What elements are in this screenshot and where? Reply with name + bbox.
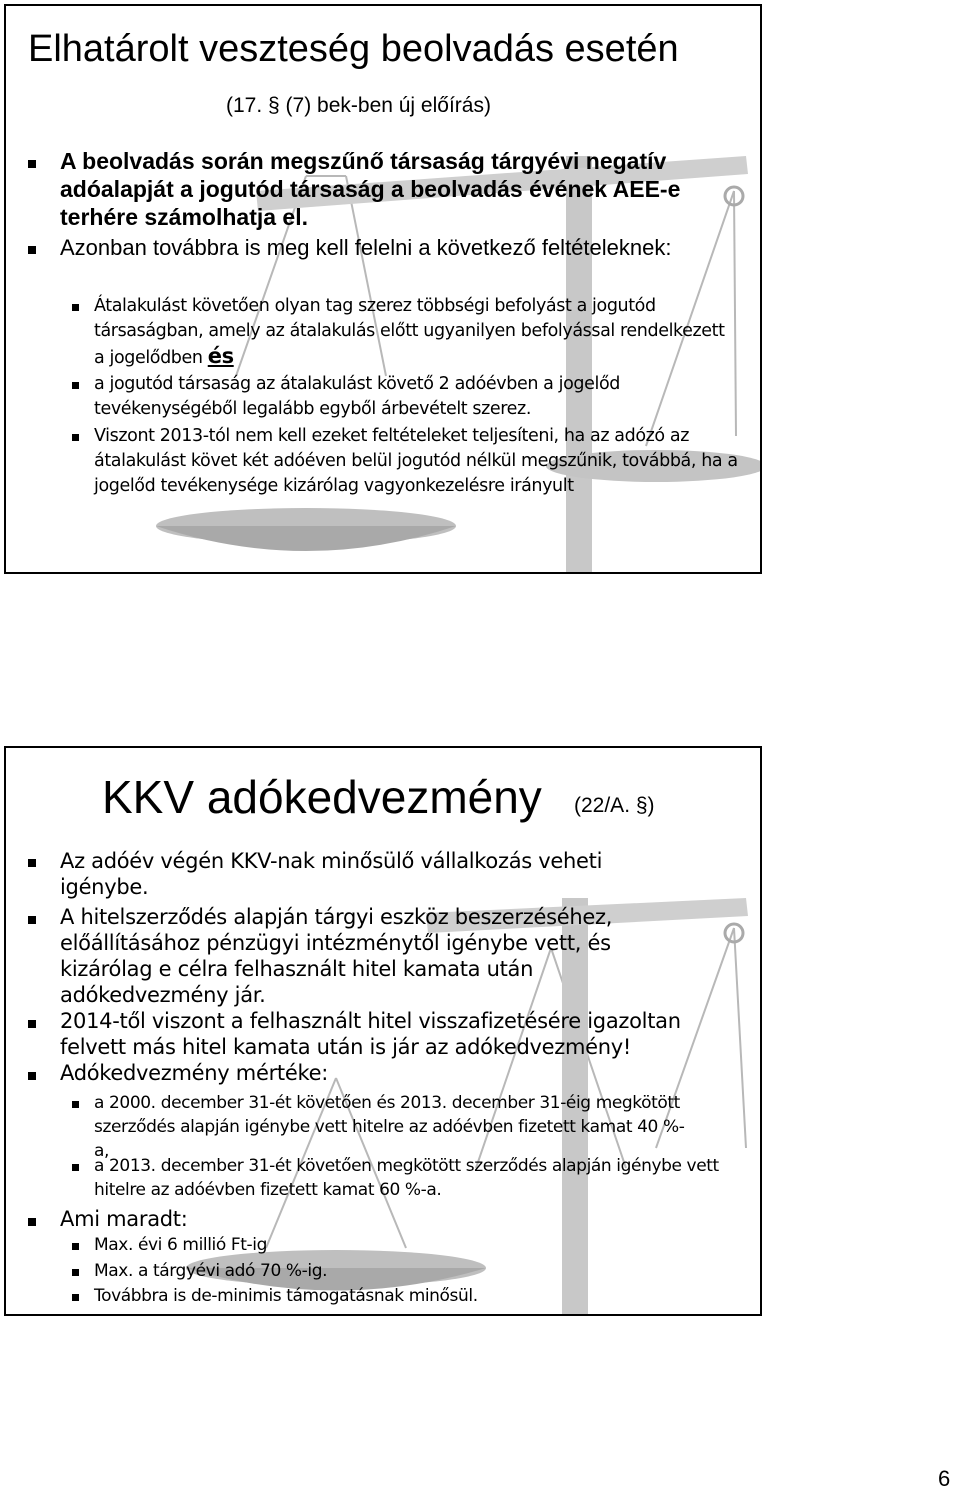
emphasis-es: és xyxy=(207,344,234,368)
bullet-text: Azonban továbbra is meg kell felelni a következő feltételeknek: xyxy=(60,235,672,260)
slide-title-reference: (22/A. §) xyxy=(574,794,655,817)
sub-bullet-icon xyxy=(72,1101,79,1108)
sub-bullet-text: Max. évi 6 millió Ft-ig xyxy=(94,1235,267,1255)
bullet-icon xyxy=(28,1218,36,1226)
page-number: 6 xyxy=(938,1466,951,1491)
slide-subtitle: (17. § (7) bek-ben új előírás) xyxy=(226,94,491,117)
sub-bullet-text-main: Átalakulást követően olyan tag szerez többségi befolyást a jogutód társaságban, amely az átalakulás előtt ugyanilyen befolyással rendelkezett a jogelődben xyxy=(94,296,725,368)
sub-bullet-icon xyxy=(72,434,79,441)
sub-bullet-icon xyxy=(72,1294,79,1301)
bullet-icon xyxy=(28,1020,36,1028)
sub-bullet-icon xyxy=(72,1243,79,1250)
slide-title: Elhatárolt veszteség beolvadás esetén xyxy=(28,28,679,70)
sub-bullet-text: Max. a tárgyévi adó 70 %-ig. xyxy=(94,1261,328,1281)
sub-bullet-text: Viszont 2013-tól nem kell ezeket feltételeket teljesíteni, ha az adózó az átalakulást követ két adóéven belül jogutód nélkül megszűnik, továbbá, ha a jogelőd tevékenysége kizárólag vagyonkezelésre irányult xyxy=(94,426,738,496)
slide-title: KKV adókedvezmény xyxy=(102,771,542,823)
bullet-text: A beolvadás során megszűnő társaság tárgyévi negatív adóalapját a jogutód társaság a beolvadás évének AEE-e terhére számolhatja el. xyxy=(60,148,681,230)
sub-bullet-text: Továbbra is de-minimis támogatásnak minősül. xyxy=(94,1286,478,1306)
bullet-icon xyxy=(28,1072,36,1080)
sub-bullet-icon xyxy=(72,1269,79,1276)
sub-bullet-icon xyxy=(72,1164,79,1171)
bullet-text: 2014-től viszont a felhasznált hitel visszafizetésére igazoltan felvett más hitel kamata után is jár az adókedvezmény! xyxy=(60,1009,681,1059)
sub-bullet-text: a 2013. december 31-ét követően megkötött szerződés alapján igénybe vett hitelre az adóévben fizetett kamat 60 %-a. xyxy=(94,1156,719,1200)
bullet-text: Ami maradt: xyxy=(60,1207,188,1231)
sub-bullet-icon xyxy=(72,382,79,389)
bullet-icon xyxy=(28,916,36,924)
bullet-text: Az adóév végén KKV-nak minősülő vállalkozás veheti igénybe. xyxy=(60,849,603,899)
bullet-text: A hitelszerződés alapján tárgyi eszköz beszerzéséhez, előállításához pénzügyi intézménytől igénybe vett, és kizárólag e célra felhasznált hitel kamata után adókedvezmény jár. xyxy=(60,905,613,1007)
sub-bullet-icon xyxy=(72,304,79,311)
bullet-icon xyxy=(28,859,36,867)
bullet-icon xyxy=(28,246,36,254)
slide-elhatarolt-veszteseg xyxy=(4,4,762,574)
sub-bullet-text: a jogutód társaság az átalakulást követő 2 adóévben a jogelőd tevékenységéből legalább egyből árbevételt szerez. xyxy=(94,374,620,419)
bullet-icon xyxy=(28,160,36,168)
sub-bullet-text: a 2000. december 31-ét követően és 2013. december 31-éig megkötött szerződés alapján igénybe vett hitelre az adóévben fizetett kamat 40 %-a, xyxy=(94,1093,685,1161)
sub-bullet-text xyxy=(94,294,734,371)
bullet-text: Adókedvezmény mértéke: xyxy=(60,1061,328,1085)
slide-kkv-adokedvezmeny xyxy=(4,746,762,1316)
